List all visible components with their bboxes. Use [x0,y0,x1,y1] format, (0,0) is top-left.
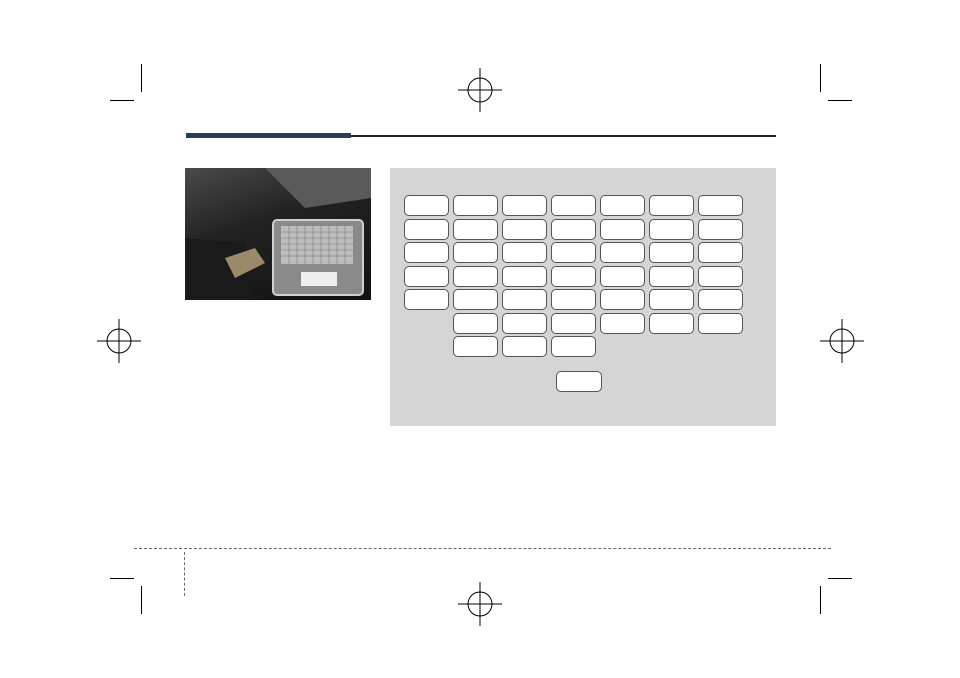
fuse-slot [502,313,547,334]
fuse-slot [698,289,743,310]
fuse-panel-layout [404,195,778,423]
fuse-slot [551,219,596,240]
fuse-slot [600,242,645,263]
fuse-slot [698,242,743,263]
fuse-slot [502,336,547,357]
fuse-slot [649,195,694,216]
fuse-slot [698,313,743,334]
fuse-slot [698,219,743,240]
fuse-switch-label [556,371,602,392]
fuse-slot [649,313,694,334]
fuse-slot [502,289,547,310]
fuse-slot [551,266,596,287]
fuse-slot [404,242,449,263]
fuse-slot [600,266,645,287]
fuse-slot [404,219,449,240]
fuse-slot [600,219,645,240]
fuse-slot [502,195,547,216]
fuse-panel-photo [185,168,371,300]
crop-mark [828,578,852,579]
fuse-slot [502,219,547,240]
fuse-slot [649,219,694,240]
fuse-slot [453,242,498,263]
fuse-slot [649,266,694,287]
fuse-slot [600,289,645,310]
registration-target-top [458,68,502,112]
crop-mark [820,64,821,92]
registration-target-left [97,319,141,363]
text-column [186,320,373,334]
fuse-slot [551,336,596,357]
crop-mark [828,100,852,101]
fuse-slot [551,195,596,216]
fuse-slot [551,242,596,263]
fuse-slot [404,266,449,287]
fuse-slot [453,313,498,334]
fuse-slot [649,242,694,263]
crop-mark [820,586,821,614]
fuse-slot [502,266,547,287]
fuse-slot [404,195,449,216]
registration-target-bottom [458,582,502,626]
fuse-slot [698,266,743,287]
fuse-slot [502,242,547,263]
fuse-slot [551,289,596,310]
crop-mark [110,578,134,579]
fuse-slot [453,266,498,287]
title-accent [186,133,351,138]
fuse-slot [600,195,645,216]
fuse-slot [551,313,596,334]
page-divider [184,552,186,596]
fuse-slot [600,313,645,334]
crop-mark [141,64,142,92]
crop-mark [141,586,142,614]
fuse-slot [649,289,694,310]
footer-rule [134,548,831,549]
fuse-slot [453,336,498,357]
fuse-slot [404,289,449,310]
registration-target-right [820,319,864,363]
fuse-slot [453,289,498,310]
fuse-slot [698,195,743,216]
fuse-slot [453,195,498,216]
dashboard-illustration [185,168,371,300]
crop-mark [110,100,134,101]
fuse-slot [453,219,498,240]
